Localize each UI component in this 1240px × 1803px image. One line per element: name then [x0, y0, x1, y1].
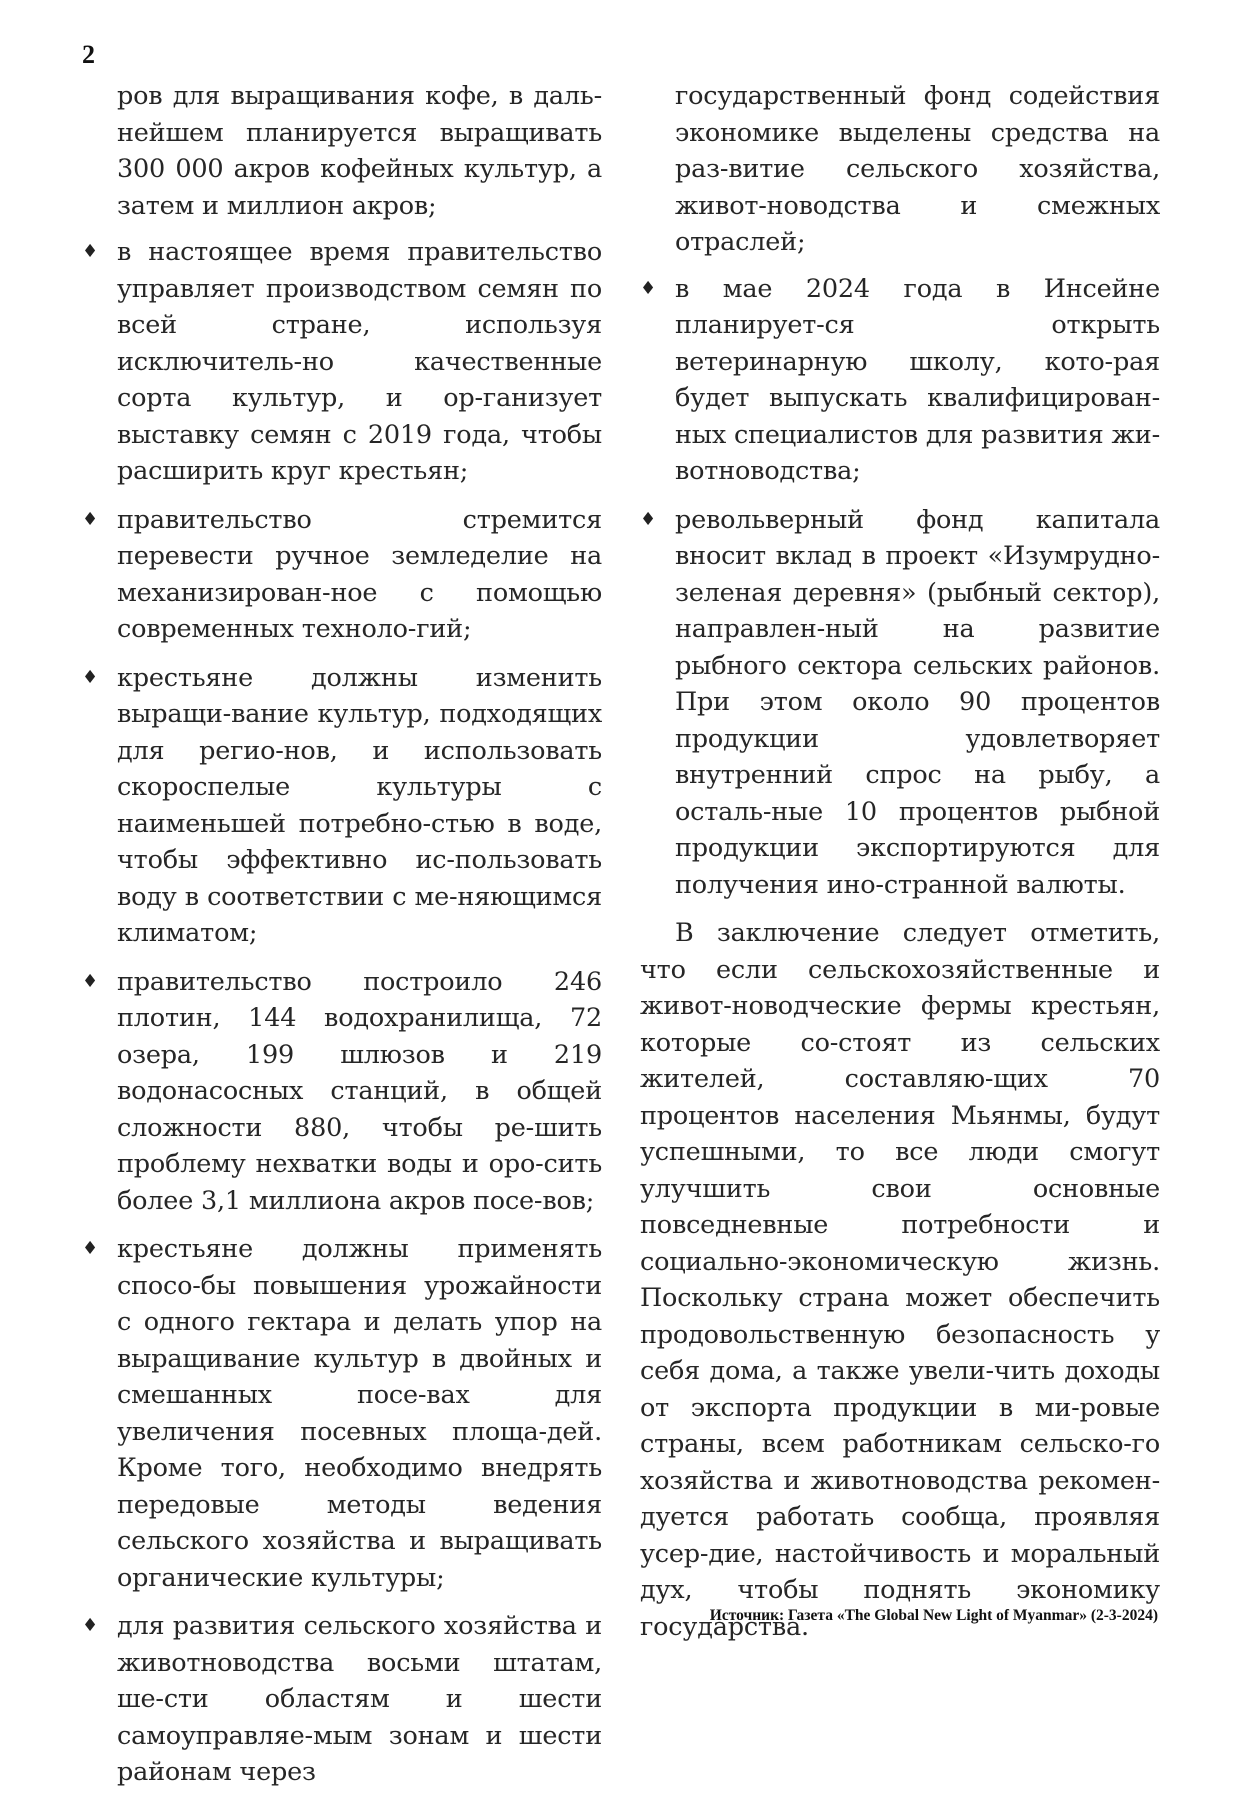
bullet-item: [82, 502, 602, 648]
bullet-text: правительство построило 246 плотин, 144 водохранилища, 72 озера, 199 шлюзов и 219 водонасосных станций, в общей сложности 880, чтобы ре-шить проблему нехватки воды и оро-сить более 3,1 миллиона акров посе-вов;: [117, 966, 602, 1216]
diamond-bullet-icon: ♦: [82, 508, 98, 530]
diamond-bullet-icon: ♦: [82, 666, 98, 688]
bullet-text: правительство стремится перевести ручное земледелие на механизирован-ное с помощью современных техноло-гий;: [117, 504, 602, 644]
bullet-item: [640, 502, 1160, 904]
bullet-text: крестьяне должны изменить выращи-вание культур, подходящих для регио-нов, и использовать скороспелые культуры с наименьшей потребно-стью в воде, чтобы эффективно ис-пользовать воду в соответствии с ме-няющимся климатом;: [117, 662, 602, 948]
bullet-text: в настоящее время правительство управляет производством семян по всей стране, используя исключитель-но качественные сорта культур, и ор-ганизует выставку семян с 2019 года, чтобы расширить круг крестьян;: [117, 237, 602, 486]
diamond-bullet-icon: ♦: [82, 241, 98, 262]
diamond-bullet-icon: ♦: [82, 1238, 98, 1259]
bullet-item: [82, 1231, 602, 1596]
diamond-bullet-icon: ♦: [82, 1615, 98, 1636]
left-column: [82, 78, 602, 1803]
diamond-bullet-icon: ♦: [82, 970, 98, 992]
bullet-item: [82, 964, 602, 1220]
bullet-item: [82, 234, 602, 490]
bullet-text: для развития сельского хозяйства и животноводства восьми штатам, ше-сти областям и шести самоуправляе-мым зонам и шести районам через: [117, 1611, 602, 1787]
bullet-item: [82, 1608, 602, 1791]
continuation-text: ров для выращивания кофе, в даль-нейшем планируется выращивать 300 000 акров кофейных культур, а затем и миллион акров;: [117, 81, 602, 221]
source-citation: Источник: Газета «The Global New Light of Myanmar» (2-3-2024): [709, 1607, 1158, 1624]
diamond-bullet-icon: ♦: [640, 508, 656, 530]
diamond-bullet-icon: ♦: [640, 277, 656, 299]
page-number: 2: [82, 40, 95, 69]
bullet-text: револьверный фонд капитала вносит вклад в проект «Изумрудно-зеленая деревня» (рыбный сектор), направлен-ный на развитие рыбного сектора сельских районов. При этом около 90 процентов продукции удовлетворяет внутренний спрос на рыбу, а осталь-ные 10 процентов рыбной продукции экспортируются для получения ино-странной валюты.: [675, 504, 1160, 900]
bullet-text: в мае 2024 года в Инсейне планирует-ся открыть ветеринарную школу, кото-рая будет выпускать квалифицирован-ных специалистов для развития жи-вотноводства;: [675, 273, 1160, 486]
continuation-text: государственный фонд содействия экономике выделены средства на раз-витие сельского хозяйства, живот-новодства и смежных отраслей;: [675, 81, 1160, 257]
bullet-text: крестьяне должны применять спосо-бы повышения урожайности с одного гектара и делать упор на выращивание культур в двойных и смешанных посе-вах для увеличения посевных площа-дей. Кроме того, необходимо внедрять передовые методы ведения сельского хозяйства и выращивать органические культуры;: [117, 1234, 602, 1593]
bullet-item: [82, 660, 602, 952]
conclusion-paragraph: В заключение следует отметить, что если сельскохозяйственные и живот-новодческие фермы крестьян, которые со-стоят из сельских жителей, составляю-щих 70 процентов населения Мьянмы, будут успешными, то все люди смогут улучшить свои основные повседневные потребности и социально-экономическую жизнь. Поскольку страна может обеспечить продовольственную безопасность у себя дома, а также увели-чить доходы от экспорта продукции в ми-ровые страны, всем работникам сельско-го хозяйства и животноводства рекомен-дуется работать сообща, проявляя усер-дие, настойчивость и моральный дух, чтобы поднять экономику государства.: [640, 918, 1160, 1642]
right-column: [640, 78, 1160, 1645]
bullet-item: [640, 271, 1160, 490]
